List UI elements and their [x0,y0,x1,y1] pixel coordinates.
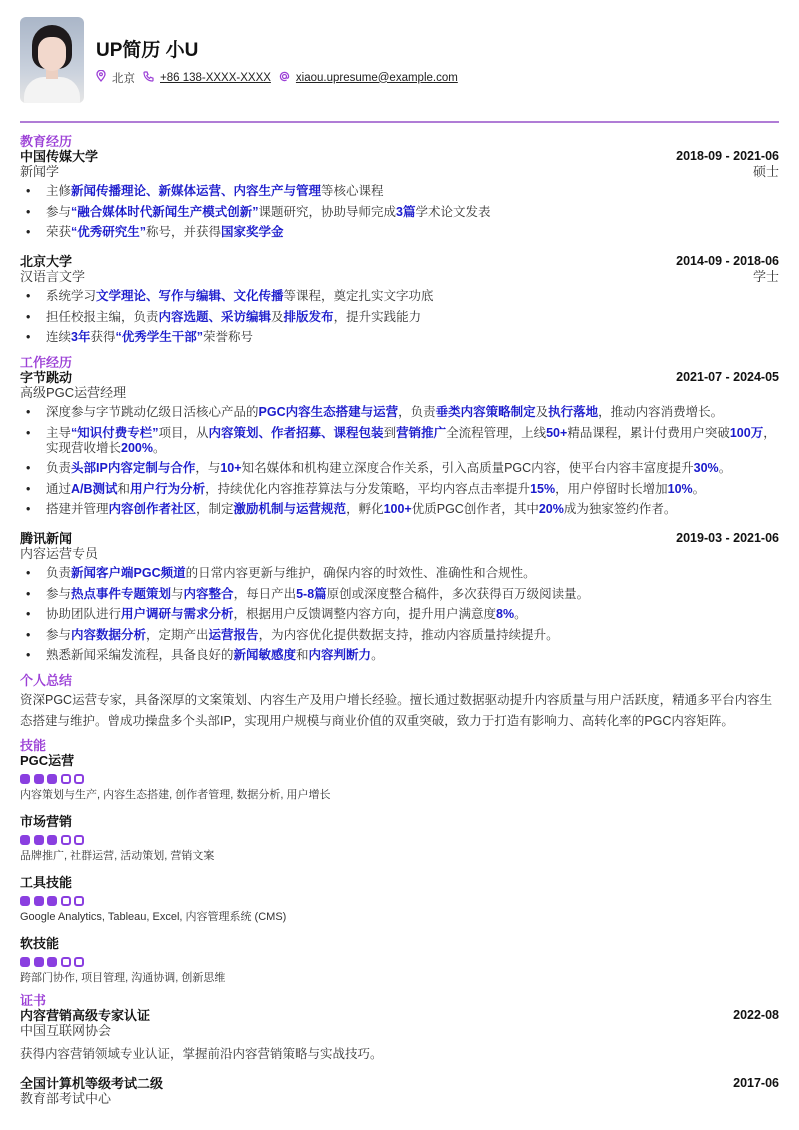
bullet-text: 知名媒体和机构建立深度合作关系，引入高质量PGC内容，使平台内容丰富度提升 [241,461,694,475]
filled-dot-icon [34,774,44,784]
highlight-text: 5-8篇 [296,586,327,601]
empty-dot-icon [61,774,71,784]
entry-subheader [20,269,779,284]
highlight-text: 营销推广 [396,425,447,440]
highlight-text: 内容创作者社区 [108,502,197,516]
bullet-text: 全流程管理，上线 [446,425,547,440]
highlight-text: 100万 [729,425,764,440]
skill-keywords: 跨部门协作, 项目管理, 沟通协调, 创新思维 [20,972,226,984]
highlight-text: 内容策划、作者招募、课程包装 [208,425,384,440]
entry-header [20,149,779,164]
bullet-item [20,184,779,199]
company-name: 腾讯新闻 [20,531,73,546]
school-name: 中国传媒大学 [20,149,99,164]
certificate-date: 2022-08 [733,1008,779,1022]
filled-dot-icon [47,774,57,784]
bullet-text: ，用户停留时长增加 [555,481,668,496]
highlight-text: “融合媒体时代新闻生产模式创新” [71,204,259,219]
highlight-text: 10% [667,481,693,496]
bullet-text: 与 [171,586,184,601]
skill-name: 工具技能 [20,875,73,890]
certificate-issuer: 教育部考试中心 [20,1091,112,1106]
skill-item [20,875,779,924]
empty-dot-icon [74,774,84,784]
certificate-name: 全国计算机等级考试二级 [20,1076,164,1091]
highlight-text: 头部IP内容定制与合作 [71,461,196,475]
filled-dot-icon [20,835,30,845]
bullet-item [20,607,779,622]
bullet-text: 通过 [46,481,72,496]
highlight-text: 10+ [220,461,242,475]
highlight-text: 激励机制与运营规范 [233,502,347,516]
highlight-text: 用户行为分析 [130,481,206,496]
degree: 硕士 [752,164,779,179]
filled-dot-icon [34,835,44,845]
certificate-entry [20,1008,779,1062]
certificates-section [20,993,779,1106]
highlight-text: A/B测试 [71,481,118,496]
highlight-text: 3年 [71,330,91,344]
bullet-text: 系统学习 [46,289,97,303]
entry-subheader [20,164,779,179]
profile-photo [20,17,84,103]
bullet-text: 和 [296,648,309,662]
summary-text: 资深PGC运营专家，具备深厚的文案策划、内容生产及用户增长经验。擅长通过数据驱动提升内容质量与用户活跃度，精通多平台内容生态搭建与维护。曾成功操盘多个头部IP，实现用户规模与商业价值的双重突破，致力于打造有影响力、高转化率的PGC内容矩阵。 [20,693,773,728]
bullet-text: 原创或深度整合稿件，多次获得百万级阅读量。 [326,586,590,601]
bullet-list [20,405,779,517]
education-entry [20,254,779,345]
highlight-text: 执行落地 [548,405,599,419]
highlight-text: “优秀研究生” [71,225,147,239]
filled-dot-icon [20,774,30,784]
section-title: 工作经历 [20,355,73,370]
skill-item [20,936,779,985]
bullet-text: ，提升实践能力 [333,309,422,324]
bullet-item [20,502,779,517]
bullet-text: 等课程，奠定扎实文字功底 [283,289,434,303]
empty-dot-icon [74,957,84,967]
skill-level-dots [20,957,779,967]
highlight-text: 100+ [383,502,412,516]
date-range: 2018-09 - 2021-06 [676,149,779,163]
bullet-text: 。 [718,461,732,475]
entry-subheader [20,385,779,400]
skill-item [20,814,779,863]
skill-keywords: 品牌推广, 社群运营, 活动策划, 营销文案 [20,850,215,862]
candidate-name: UP简历 小U [96,39,199,61]
highlight-text: 内容选题、采访编辑 [158,309,272,324]
certificate-date: 2017-06 [733,1076,779,1090]
highlight-text: “优秀学生干部” [115,330,203,344]
highlight-text: 排版发布 [283,309,334,324]
highlight-text: 文学理论、写作与编辑、文化传播 [96,289,284,303]
highlight-text: PGC内容生态搭建与运营 [258,405,399,419]
phone-link[interactable]: +86 138-XXXX-XXXX [160,71,271,84]
bullet-item [20,225,779,240]
highlight-text: 热点事件专题策划 [71,586,172,601]
skill-keywords: 内容策划与生产, 内容生态搭建, 创作者管理, 数据分析, 用户增长 [20,789,331,801]
bullet-text: 。 [371,648,384,662]
education-section [20,134,779,345]
skill-name: 软技能 [20,936,60,951]
bullet-text: 荣获 [46,225,72,239]
highlight-text: 50+ [546,425,568,440]
empty-dot-icon [74,835,84,845]
bullet-text: 主修 [46,184,72,198]
contact-list [96,70,466,86]
map-pin-icon [96,70,106,85]
bullet-item [20,461,779,476]
bullet-text: 深度参与字节跳动亿级日活核心产品的 [46,405,259,419]
bullet-text: ，根据用户反馈调整内容方向，提升用户满意度 [233,607,497,621]
section-title: 证书 [20,993,47,1008]
bullet-text: 连续 [46,330,72,344]
bullet-item [20,310,779,325]
contact-email [279,71,458,85]
job-title: 内容运营专员 [20,546,99,561]
bullet-text: ，推动内容消费增长。 [598,405,724,419]
filled-dot-icon [47,957,57,967]
bullet-text: 熟悉新闻采编发流程，具备良好的 [46,648,234,662]
bullet-item [20,628,779,643]
skill-keywords: Google Analytics, Tableau, Excel, 内容管理系统 (CMS) [20,911,287,923]
filled-dot-icon [34,957,44,967]
highlight-text: 内容数据分析 [71,627,147,642]
work-section [20,355,779,663]
highlight-text: 内容整合 [183,586,234,601]
empty-dot-icon [61,957,71,967]
bullet-text: ，负责 [398,405,436,419]
empty-dot-icon [61,896,71,906]
contact-location [96,70,135,86]
highlight-text: 15% [530,481,556,496]
date-range: 2019-03 - 2021-06 [676,531,779,545]
date-range: 2021-07 - 2024-05 [676,370,779,384]
resume-header [20,0,779,112]
bullet-text: 等核心课程 [321,184,384,198]
bullet-text: ，孵化 [346,502,384,516]
filled-dot-icon [47,835,57,845]
bullet-text: 负责 [46,566,72,580]
phone-icon [143,71,154,85]
job-title: 高级PGC运营经理 [20,385,127,400]
highlight-text: 新闻敏感度 [233,648,297,662]
highlight-text: 运营报告 [208,627,259,642]
header-info [96,35,466,86]
at-icon [279,71,290,85]
highlight-text: 内容判断力 [308,648,372,662]
skill-name: PGC运营 [20,753,75,768]
bullet-text: 参与 [46,627,72,642]
skills-section [20,738,779,985]
bullet-item [20,205,779,220]
bullet-item [20,289,779,304]
skill-level-dots [20,774,779,784]
highlight-text: “知识付费专栏” [71,425,159,440]
date-range: 2014-09 - 2018-06 [676,254,779,268]
bullet-text: 到 [383,425,397,440]
highlight-text: 20% [538,502,564,516]
bullet-text: 。 [514,607,527,621]
highlight-text: 新闻客户端PGC频道 [71,566,186,580]
highlight-text: 8% [496,607,515,621]
highlight-text: 国家奖学金 [221,225,284,239]
bullet-text: 课题研究，协助导师完成 [258,204,397,219]
email-link[interactable]: xiaou.upresume@example.com [295,71,458,84]
skill-item [20,753,779,802]
entry-header [20,1076,779,1091]
entry-header [20,370,779,385]
filled-dot-icon [47,896,57,906]
certificate-issuer: 中国互联网协会 [20,1023,112,1038]
filled-dot-icon [34,896,44,906]
bullet-text: 。 [153,440,166,455]
bullet-text: 荣誉称号 [203,330,254,344]
bullet-text: 参与 [46,586,72,601]
bullet-text: 参与 [46,204,72,219]
bullet-text: ，定期产出 [146,627,209,642]
bullet-text: 协助团队进行 [46,607,122,621]
bullet-item [20,482,779,497]
highlight-text: 3篇 [396,204,416,219]
bullet-text: 学术论文发表 [415,204,491,219]
bullet-text: 。 [692,481,706,496]
bullet-text: 称号，并获得 [146,225,222,239]
degree: 学士 [752,269,779,284]
location-text: 北京 [112,72,135,85]
entry-subheader [20,546,779,561]
bullet-text: 的日常内容更新与维护，确保内容的时效性、准确性和合规性。 [185,566,536,580]
certificate-name: 内容营销高级专家认证 [20,1008,151,1023]
bullet-text: 担任校报主编，负责 [46,309,159,324]
section-title: 教育经历 [20,134,73,149]
entry-header [20,254,779,269]
entry-header [20,531,779,546]
bullet-text: ，实现营收增长 [46,425,776,455]
entry-header [20,1008,779,1023]
work-entry [20,370,779,517]
skill-name: 市场营销 [20,814,73,829]
contact-phone [143,71,271,85]
school-name: 北京大学 [20,254,73,269]
bullet-text: ，为内容优化提供数据支持，推动内容质量持续提升。 [258,627,559,642]
education-entry [20,149,779,240]
bullet-text: 和 [117,481,131,496]
bullet-list [20,566,779,663]
work-entry [20,531,779,663]
highlight-text: 新闻传播理论、新媒体运营、内容生产与管理 [71,184,322,198]
bullet-text: 获得 [90,330,116,344]
certificate-entry [20,1076,779,1106]
bullet-item [20,587,779,602]
section-title: 技能 [20,738,47,753]
filled-dot-icon [20,957,30,967]
bullet-text: ，制定 [196,502,234,516]
bullet-text: 搭建并管理 [46,502,109,516]
bullet-text: 项目，从 [158,425,209,440]
bullet-item [20,566,779,581]
bullet-text: 主导 [46,425,72,440]
header-divider [20,121,779,123]
empty-dot-icon [61,835,71,845]
certificate-description: 获得内容营销领域专业认证，掌握前沿内容营销策略与实战技巧。 [20,1047,383,1061]
bullet-list [20,184,779,240]
bullet-text: ，持续优化内容推荐算法与分发策略，平均内容点击率提升 [205,481,531,496]
bullet-text: 及 [271,309,284,324]
bullet-list [20,289,779,345]
bullet-item [20,426,779,456]
bullet-item [20,648,779,663]
bullet-text: 优质PGC创作者，其中 [411,502,539,516]
highlight-text: 用户调研与需求分析 [121,607,234,621]
skill-level-dots [20,896,779,906]
bullet-text: ，每日产出 [233,586,297,601]
empty-dot-icon [74,896,84,906]
bullet-text: 及 [535,405,549,419]
highlight-text: 30% [693,461,719,475]
bullet-text: 精品课程，累计付费用户突破 [567,425,730,440]
bullet-text: 负责 [46,461,72,475]
summary-section [20,673,779,732]
bullet-text: 成为独家签约作者。 [563,502,677,516]
highlight-text: 200% [121,440,153,455]
bullet-text: ，与 [195,461,221,475]
major: 新闻学 [20,164,60,179]
company-name: 字节跳动 [20,370,73,385]
filled-dot-icon [20,896,30,906]
bullet-item [20,405,779,420]
section-title: 个人总结 [20,673,73,688]
highlight-text: 垂类内容策略制定 [435,405,536,419]
bullet-item [20,330,779,345]
major: 汉语言文学 [20,269,86,284]
skill-level-dots [20,835,779,845]
